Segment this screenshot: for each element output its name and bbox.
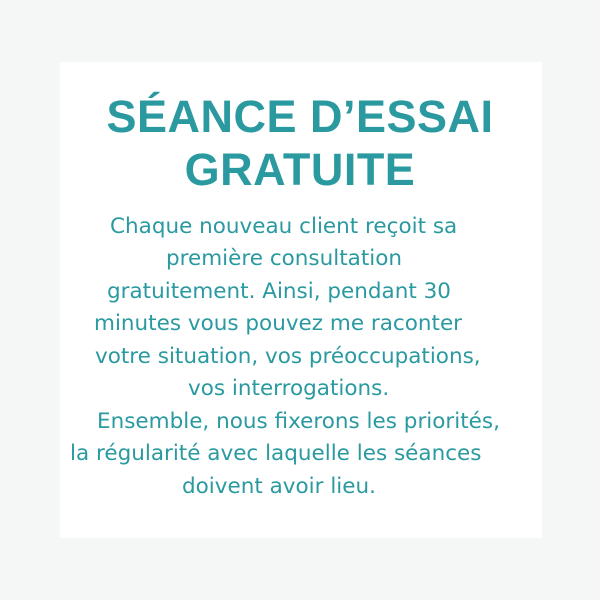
description-line: gratuitement. Ainsi, pendant 30 (107, 279, 451, 304)
page-title (0, 90, 600, 196)
description-line: doivent avoir lieu. (182, 474, 376, 499)
description-line: la régularité avec laquelle les séances (70, 441, 482, 466)
description-line: Chaque nouveau client reçoit sa (110, 214, 458, 239)
description-line: votre situation, vos préoccupations, (95, 344, 481, 369)
description-line: Ensemble, nous fixerons les priorités, (97, 409, 500, 434)
description-line: première consultation (166, 246, 403, 271)
title-line-2: GRATUITE (184, 144, 416, 195)
description-line: vos interrogations. (188, 376, 390, 401)
description-line: minutes vous pouvez me raconter (94, 311, 463, 336)
title-line-1: SÉANCE D’ESSAI (106, 91, 494, 142)
